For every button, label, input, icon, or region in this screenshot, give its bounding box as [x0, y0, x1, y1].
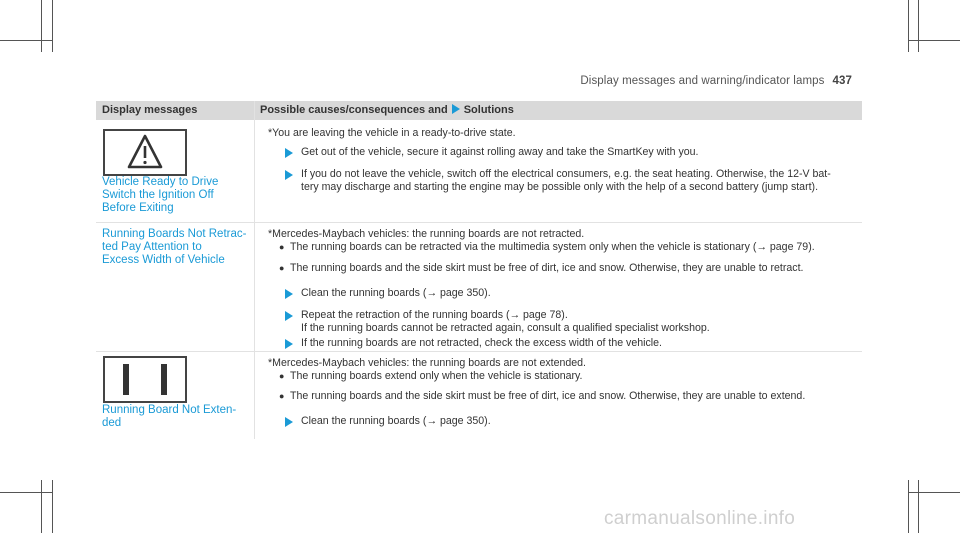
message-name: [102, 176, 218, 215]
instruction-arrow-icon: [285, 339, 293, 349]
bullet-text: The running boards and the side skirt must be free of dirt, ice and snow. Otherwise, they are unable to retract.: [290, 262, 804, 274]
table-header: [96, 101, 862, 120]
cause-text: *You are leaving the vehicle in a ready-to-drive state.: [268, 127, 516, 139]
col-header-messages: Display messages: [102, 104, 198, 116]
display-messages-table: [96, 101, 862, 439]
solution-step: If the running boards are not retracted, check the excess width of the vehicle.: [301, 337, 662, 349]
crop-mark: [908, 480, 909, 533]
instruction-arrow-icon: [285, 417, 293, 427]
message-name: [102, 404, 236, 430]
message-line: Before Exiting: [102, 202, 174, 214]
message-name: [102, 228, 246, 267]
crop-mark: [52, 0, 53, 52]
arrow-right-icon: [452, 104, 460, 114]
crop-mark: [908, 0, 909, 52]
instruction-arrow-icon: [285, 289, 293, 299]
col-header-causes-label: Possible causes/consequences and: [260, 104, 448, 116]
bullet-text: The running boards and the side skirt must be free of dirt, ice and snow. Otherwise, they are unable to extend.: [290, 390, 806, 402]
running-boards-icon: [103, 356, 187, 403]
warning-triangle-icon: [103, 129, 187, 176]
column-divider: [254, 101, 255, 439]
cause-text: *Mercedes-Maybach vehicles: the running boards are not extended.: [268, 357, 586, 369]
message-line: Switch the Ignition Off: [102, 189, 214, 201]
crop-mark: [918, 0, 919, 52]
row-divider: [96, 351, 862, 352]
page-number: 437: [832, 75, 852, 87]
crop-mark: [908, 492, 960, 493]
instruction-arrow-icon: [285, 148, 293, 158]
col-header-causes: [260, 104, 514, 116]
crop-mark: [0, 40, 52, 41]
bullet: ●: [279, 371, 285, 381]
bullet: ●: [279, 263, 285, 273]
bullet: ●: [279, 391, 285, 401]
solution-step: Clean the running boards (→ page 350).: [301, 415, 491, 427]
solution-step-cont: If the running boards cannot be retracted again, consult a qualified specialist workshop.: [301, 322, 710, 334]
solution-step: Repeat the retraction of the running boards (→ page 78).: [301, 309, 568, 321]
message-line: Running Board Not Exten-: [102, 404, 237, 416]
crop-mark: [41, 0, 42, 52]
watermark: carmanualsonline.info: [604, 508, 796, 529]
message-line: ted Pay Attention to: [102, 241, 202, 253]
message-line: Vehicle Ready to Drive: [102, 176, 219, 188]
bullet: ●: [279, 242, 285, 252]
col-header-solutions-label: Solutions: [463, 104, 514, 116]
solution-step-cont: tery may discharge and starting the engine may be possible only with the help of a second battery (jump start).: [301, 181, 819, 193]
page-header: [580, 75, 852, 87]
crop-mark: [0, 492, 52, 493]
crop-mark: [52, 480, 53, 533]
message-line: Excess Width of Vehicle: [102, 254, 225, 266]
crop-mark: [908, 40, 960, 41]
message-line: Running Boards Not Retrac-: [102, 228, 247, 240]
crop-mark: [918, 480, 919, 533]
row-divider: [96, 222, 862, 223]
page-header-title: Display messages and warning/indicator lamps: [580, 75, 825, 87]
cause-text: *Mercedes-Maybach vehicles: the running boards are not retracted.: [268, 228, 585, 240]
instruction-arrow-icon: [285, 311, 293, 321]
crop-mark: [41, 480, 42, 533]
solution-step: Get out of the vehicle, secure it against rolling away and take the SmartKey with you.: [301, 146, 699, 158]
instruction-arrow-icon: [285, 170, 293, 180]
bullet-text: The running boards can be retracted via the multimedia system only when the vehicle is stationary (→ page 79).: [290, 241, 815, 253]
solution-step: Clean the running boards (→ page 350).: [301, 287, 491, 299]
message-line: ded: [102, 417, 122, 429]
solution-step: If you do not leave the vehicle, switch off the electrical consumers, e.g. the seat heating. Otherwise, the 12-V bat-: [301, 168, 831, 180]
bullet-text: The running boards extend only when the vehicle is stationary.: [290, 370, 583, 382]
